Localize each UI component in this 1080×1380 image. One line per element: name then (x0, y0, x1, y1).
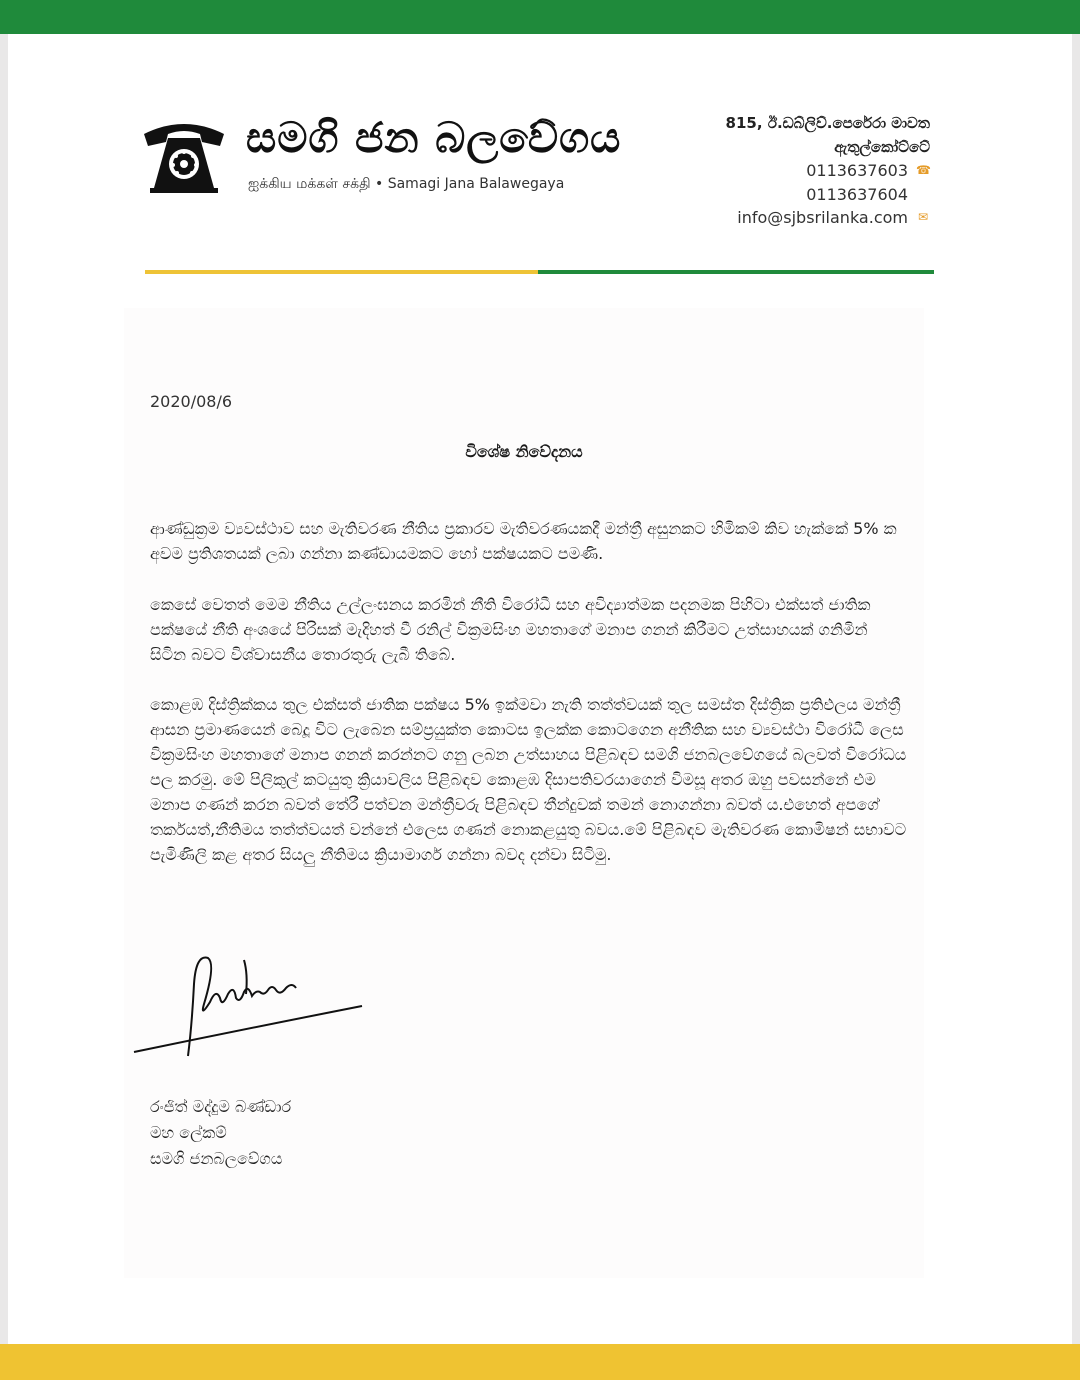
paragraph-3: කොළඹ දිස්ත්‍රික්කය තුල එක්සත් ජාතික පක්ෂය 5% ඉක්මවා නැති තත්ත්වයක් තුල සමස්ත දිස්ත්‍රික ප්‍රතිඵලය මන්ත්‍රී ආසන ප්‍රමාණයෙන් බෙදූ විට ලැබෙන සම්ප්‍රයුක්ත කොටස ඉලක්ක කොටගෙන අනීතික සහ ව්‍යවස්ථා විරෝධී ලෙස වික්‍රමසිංහ මහතාගේ මනාප ගනන් කරන්නට ගනු ලබන උත්සාහය පිළිබඳව සමගි ජනබලවේගයේ බලවත් විරෝධය පල කරමු. මේ පිලිකුල් කටයුතු ක්‍රියාවලිය පිළිබඳව කොළඹ දිසාපතිවරයාගෙන් විමසූ අතර ඔහු පවසන්නේ එම මනාප ගණන් කරන බවත් තේරී පත්වන මන්ත්‍රීවරු පිළිබඳව තීන්දුවක් තමන් නොගන්නා බවත් ය.එහෙත් අපගේ තර්කයත්,නීතිමය තත්ත්වයත් වන්නේ එලෙස ගණන් නොකළයුතු බවය.මේ පිළිබඳව මැතිවරණ කොමිෂන් සභාවට පැමිණිලි කළ අතර සියලු නීතිමය ක්‍රියාමාර්ග ගන්නා බවද දන්වා සිටිමු. (150, 695, 907, 864)
contact-block (726, 112, 930, 230)
party-name: සමගි ජන බලවේගය (246, 113, 622, 162)
address-text-1: 815, ඊ.ඩබ්ලිව්.පෙරේරා මාවත (725, 114, 930, 132)
phone-number-1: 0113637603 (806, 161, 908, 180)
telephone-icon (138, 112, 230, 196)
address-text-2: ඇතුල්කෝට්ටේ (834, 137, 930, 156)
phone-line-1 (726, 159, 930, 183)
signatory-block (150, 1094, 291, 1172)
header-rule-yellow (145, 270, 538, 274)
address-line-1 (726, 112, 930, 136)
letter-date: 2020/08/6 (150, 392, 233, 411)
letter-body (124, 308, 924, 1278)
letter-title: විශේෂ නිවේදනය (465, 442, 583, 461)
phone-number-2: 0113637604 (806, 184, 908, 204)
paragraph-2: කෙසේ වෙතත් මෙම නීතිය උල්ලංඝනය කරමින් නීති විරෝධී සහ අවිද්‍යාත්මක පදනමක පිහිටා එක්සත් ජාතික පක්ෂයේ නීති අංශයේ පිරිසක් මැදිහත් වී රනිල් වික්‍රමසිංහ මහතාගේ මනාප ගනන් කිරීමට උත්සාහයක් ගනිමින් සිටින බවට විශ්වාසනීය තොරතුරු ලැබී තිබේ. (150, 595, 871, 664)
signatory-name: රංජිත් මද්දුම බණ්ඩාර (150, 1097, 292, 1116)
handwritten-signature (130, 944, 370, 1074)
email-line (726, 206, 930, 230)
email-address: info@sjbsrilanka.com (737, 208, 908, 227)
phone-icon: ☎ (916, 163, 931, 177)
signatory-role: මහ ලේකම් (150, 1123, 227, 1142)
phone-line-2 (726, 183, 930, 207)
bottom-brand-bar (0, 1344, 1080, 1380)
paragraph-1: ආණ්ඩුක්‍රම ව්‍යවස්ථාව සහ මැතිවරණ නීතිය ප්‍රකාරව මැතිවරණයකදී මන්ත්‍රී අසුනකට හිමිකම් කිව හැක්කේ 5% ක අවම ප්‍රතිශතයක් ලබා ගන්නා කණ්ඩායමකට හෝ පක්ෂයකට පමණි. (150, 519, 897, 563)
address-line-2 (726, 136, 930, 160)
party-subtitle: ஐக்கிய மக்கள் சக்தி • Samagi Jana Balawegaya (248, 176, 565, 192)
header-rule-green (538, 270, 934, 274)
signatory-org: සමගි ජනබලවේගය (150, 1149, 283, 1168)
top-brand-bar (0, 0, 1080, 34)
party-logo-block (128, 108, 622, 218)
envelope-icon: ✉ (917, 210, 929, 224)
